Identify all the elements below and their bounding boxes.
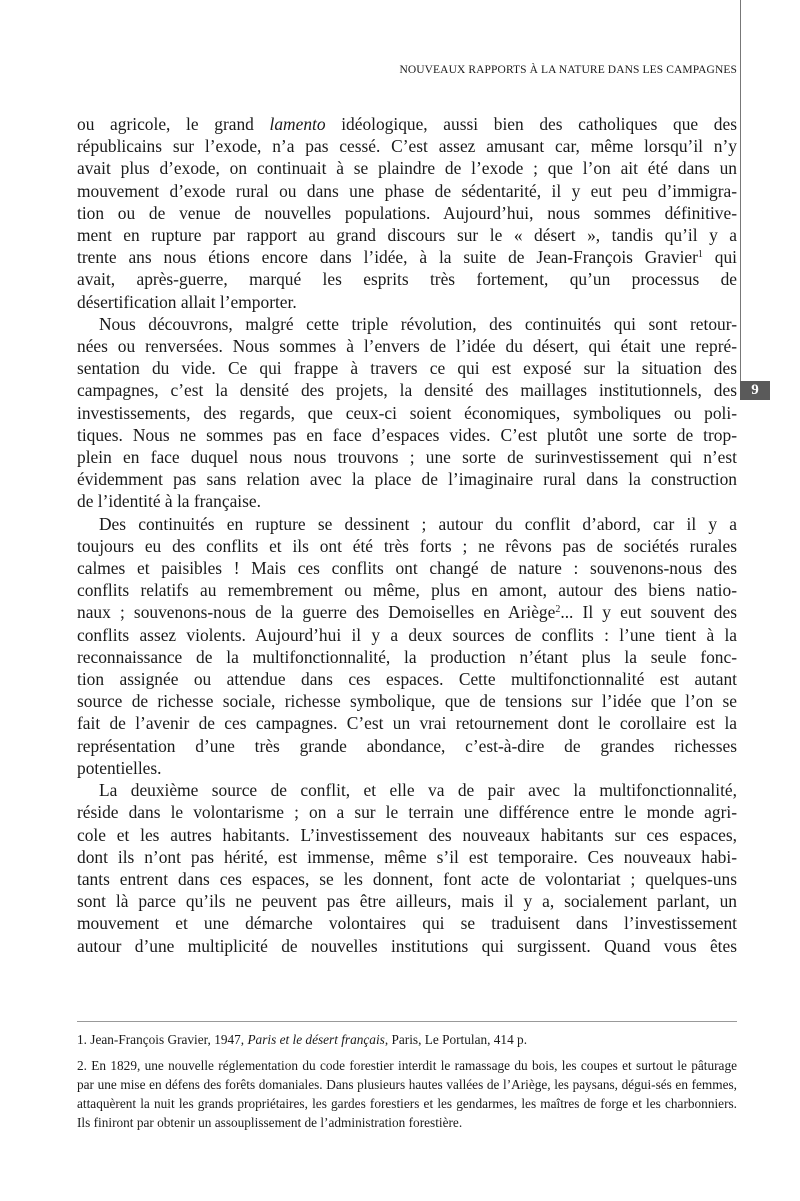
footnote-divider xyxy=(77,1021,737,1022)
text-segment: désertification allait l’emporter. xyxy=(77,291,297,312)
text-segment: tants entrent dans ces espaces, se les donnent, font acte de volontariat ; quelques-uns xyxy=(77,868,737,889)
footnote-reference[interactable]: 1 xyxy=(697,249,703,261)
text-segment: républicains sur l’exode, n’a pas cessé. C’est assez amusant car, même lorsqu’il n’y xyxy=(77,136,737,157)
text-segment: évidemment pas sans relation avec la place de l’imaginaire rural dans la construction xyxy=(77,469,737,490)
text-line xyxy=(77,246,737,268)
text-segment: fait de l’avenir de ces campagnes. C’est un vrai retournement dont le corollaire est la xyxy=(77,713,737,734)
text-segment: idéologique, aussi bien des catholiques que des xyxy=(325,114,737,134)
text-segment: conflits relatifs au remembrement ou même, plus en amont, autour des biens natio- xyxy=(77,580,737,601)
text-line xyxy=(77,224,737,246)
text-line xyxy=(77,379,737,401)
text-segment: nées ou renversées. Nous sommes à l’envers de l’idée du désert, qui était une repré- xyxy=(77,336,737,357)
text-line xyxy=(77,535,737,557)
text-segment: 2. En 1829, une nouvelle réglementation du code forestier interdit le ramassage du bois, les coupes et surtout le pâturage par une mise en défens des forêts domaniales. Dans plusieurs hautes vallées de l’Ariège, les paysans, dégui-sés en femmes, attaquèrent la nuit les grands propriétaires, les gardes forestiers et les gendarmes, les maîtres de forge et les charbonniers. Ils finiront par obtenir un assouplissement de l’administration forestière. xyxy=(77,1058,737,1130)
text-line xyxy=(77,424,737,446)
text-segment: dont ils n’ont pas hérité, est immense, même s’il est temporaire. Ces nouveaux habi- xyxy=(77,846,737,867)
text-line xyxy=(77,113,737,135)
text-line xyxy=(77,690,737,712)
text-line xyxy=(77,801,737,823)
text-segment: Nous découvrons, malgré cette triple révolution, des continuités qui sont retour- xyxy=(99,313,737,334)
text-line xyxy=(77,912,737,934)
text-segment: toujours eu des conflits et ils ont été très forts ; ne rêvons pas de sociétés rurales xyxy=(77,535,737,556)
footnote-reference[interactable]: 2 xyxy=(555,604,561,616)
text-line xyxy=(77,935,737,957)
text-segment: de l’identité à la française. xyxy=(77,491,261,512)
text-segment: calmes et paisibles ! Mais ces conflits ont changé de nature : souvenons-nous des xyxy=(77,558,737,579)
text-segment: ment en rupture par rapport au grand discours sur le « désert », tandis qu’il y a xyxy=(77,225,737,246)
paragraph xyxy=(77,113,737,313)
text-segment: avait, après-guerre, marqué les esprits très fortement, qu’un processus de xyxy=(77,269,737,290)
text-segment: réside dans le volontarisme ; on a sur le terrain une différence entre le monde agri- xyxy=(77,802,737,823)
text-segment: investissements, des regards, que ceux-ci soient économiques, symboliques ou poli- xyxy=(77,402,737,423)
text-line xyxy=(77,601,737,623)
text-segment: sentation du vide. Ce qui frappe à travers ce qui est exposé sur la situation des xyxy=(77,358,737,379)
text-line xyxy=(77,468,737,490)
text-segment: tion assignée ou attendue dans ces espaces. Cette multifonctionnalité est autant xyxy=(77,669,737,690)
text-line xyxy=(77,135,737,157)
text-segment: tiques. Nous ne sommes pas en face d’espaces vides. C’est plutôt une sorte de trop- xyxy=(77,424,737,445)
text-segment: , Paris, Le Portulan, 414 p. xyxy=(384,1032,528,1047)
text-line xyxy=(77,668,737,690)
text-line xyxy=(77,779,737,801)
text-line xyxy=(77,202,737,224)
text-segment: naux ; souvenons-nous de la guerre des Demoiselles en Ariège xyxy=(77,602,556,623)
text-line xyxy=(77,490,737,512)
text-line xyxy=(77,624,737,646)
text-segment: mouvement d’exode rural ou dans une phase de sédentarité, il y eut peu d’immigra- xyxy=(77,180,737,201)
text-line xyxy=(77,446,737,468)
text-line xyxy=(77,579,737,601)
text-segment: reconnaissance de la multifonctionnalité, la production n’étant plus la seule fonc- xyxy=(77,646,737,667)
text-line xyxy=(77,157,737,179)
page-number: 9 xyxy=(740,381,770,400)
text-line xyxy=(77,513,737,535)
running-header: NOUVEAUX RAPPORTS À LA NATURE DANS LES CAMPAGNES xyxy=(399,64,737,76)
text-line xyxy=(77,180,737,202)
text-segment: cole et les autres habitants. L’investissement des nouveaux habitants sur ces espaces, xyxy=(77,824,737,845)
text-line xyxy=(77,868,737,890)
paragraph xyxy=(77,779,737,957)
text-segment: plein en face duquel nous nous trouvons ; une sorte de surinvestissement qui n’est xyxy=(77,447,737,468)
text-line xyxy=(77,268,737,290)
text-segment: ... Il y eut souvent des xyxy=(560,602,737,623)
text-line xyxy=(77,824,737,846)
text-segment: La deuxième source de conflit, et elle va de pair avec la multifonctionnalité, xyxy=(99,780,737,801)
text-line xyxy=(77,846,737,868)
text-line xyxy=(77,402,737,424)
text-segment: mouvement et une démarche volontaires qui se traduisent dans l’investissement xyxy=(77,913,737,934)
text-line xyxy=(77,712,737,734)
text-line xyxy=(77,757,737,779)
body-text xyxy=(77,113,737,957)
text-segment: Des continuités en rupture se dessinent ; autour du conflit d’abord, car il y a xyxy=(99,513,737,534)
paragraph xyxy=(77,313,737,513)
text-segment: trente ans nous étions encore dans l’idée, à la suite de Jean-François Gravier xyxy=(77,247,698,268)
italic-text: Paris et le désert français xyxy=(247,1032,385,1047)
footnote xyxy=(77,1056,737,1132)
text-line xyxy=(77,313,737,335)
text-line xyxy=(77,735,737,757)
text-segment: avait plus d’exode, on continuait à se plaindre de l’exode ; que l’on ait été dans un xyxy=(77,158,737,179)
footnotes xyxy=(77,1030,737,1139)
text-segment: campagnes, c’est la densité des projets, la densité des maillages institutionnels, des xyxy=(77,380,737,401)
footnote xyxy=(77,1030,737,1049)
text-line xyxy=(77,357,737,379)
text-segment: ou agricole, le grand xyxy=(77,114,270,134)
text-segment: sont là parce qu’ils ne peuvent pas être ailleurs, mais il y a, socialement parlant, un xyxy=(77,891,737,912)
text-line xyxy=(77,646,737,668)
text-segment: source de richesse sociale, richesse symbolique, que de tensions sur l’idée que l’on se xyxy=(77,691,737,712)
text-segment: représentation d’une très grande abondance, c’est-à-dire de grandes richesses xyxy=(77,735,737,756)
text-segment: potentielles. xyxy=(77,757,162,778)
text-segment: tion ou de venue de nouvelles populations. Aujourd’hui, nous sommes définitive- xyxy=(77,202,737,223)
text-segment: autour d’une multiplicité de nouvelles institutions qui surgissent. Quand vous êtes xyxy=(77,935,737,956)
text-segment: qui xyxy=(702,247,737,268)
text-line xyxy=(77,335,737,357)
text-line xyxy=(77,890,737,912)
text-line xyxy=(77,291,737,313)
paragraph xyxy=(77,513,737,779)
text-segment: 1. Jean-François Gravier, 1947, xyxy=(77,1032,248,1047)
margin-rule xyxy=(740,0,741,381)
italic-text: lamento xyxy=(269,114,326,134)
text-line xyxy=(77,557,737,579)
text-segment: conflits assez violents. Aujourd’hui il y a deux sources de conflits : l’une tient à la xyxy=(77,624,737,645)
